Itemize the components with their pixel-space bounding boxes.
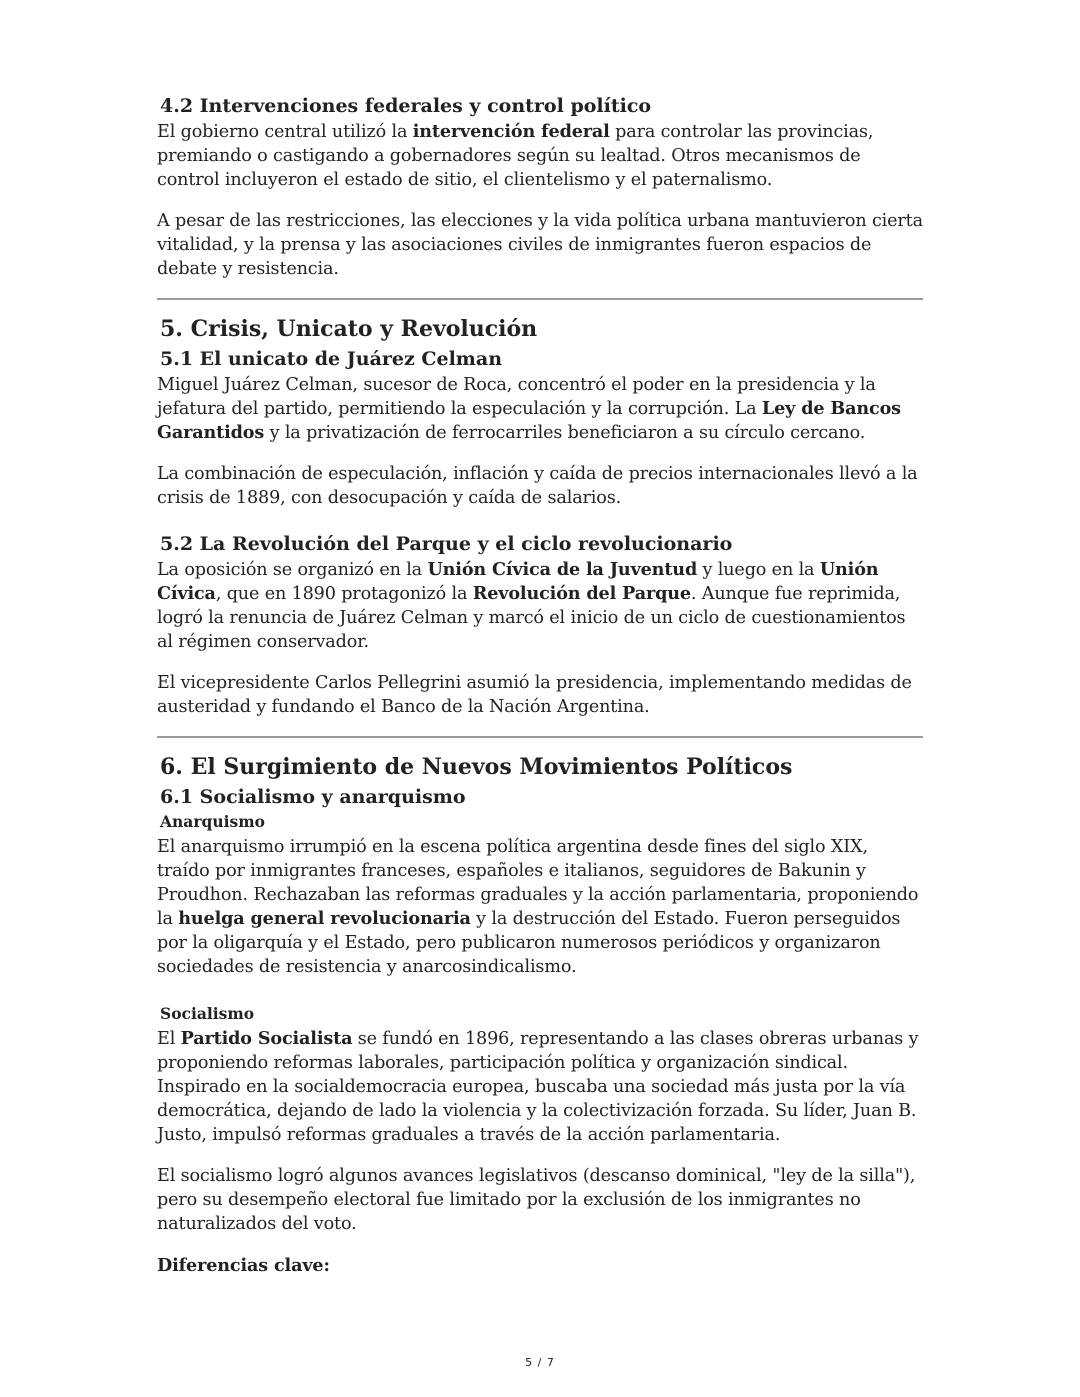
heading-socialismo: Socialismo: [160, 1004, 255, 1023]
paragraph-5-1-1: Miguel Juárez Celman, sucesor de Roca, concentró el poder en la presidencia y la jefatura del partido, permitiendo la especulación y la corrupción. La Ley de Bancos Garantidos y la privatización de ferrocarriles beneficiaron a su círculo cercano.: [157, 375, 901, 443]
paragraph-socialismo-1: El Partido Socialista se fundó en 1896, representando a las clases obreras urbanas y proponiendo reformas laborales, participación política y organización sindical. Inspirado en la socialdemocracia europea, buscaba una sociedad más justa por la vía democrática, dejando de lado la violencia y la colectivización forzada. Su líder, Juan B. Justo, impulsó reformas graduales a través de la acción parlamentaria.: [157, 1028, 919, 1145]
heading-anarquismo: Anarquismo: [160, 812, 265, 831]
bold-ley-bancos: Ley de Bancos Garantidos: [157, 398, 901, 443]
bold-union-civica: Unión Cívica: [157, 559, 879, 604]
heading-5-2: 5.2 La Revolución del Parque y el ciclo revolucionario: [160, 533, 733, 555]
bold-intervencion-federal: intervención federal: [412, 121, 610, 142]
paragraph-socialismo-2: El socialismo logró algunos avances legislativos (descanso dominical, "ley de la silla"), pero su desempeño electoral fue limitado por la exclusión de los inmigrantes no naturalizados del voto.: [157, 1166, 916, 1234]
paragraph-4-2-1: El gobierno central utilizó la intervención federal para controlar las provincias, premiando o castigando a gobernadores según su lealtad. Otros mecanismos de control incluyeron el estado de sitio, el clientelismo y el paternalismo.: [157, 121, 874, 190]
paragraph-4-2-2: A pesar de las restricciones, las elecciones y la vida política urbana mantuvieron cierta vitalidad, y la prensa y las asociaciones civiles de inmigrantes fueron espacios de debate y resistencia.: [157, 211, 923, 279]
paragraph-anarquismo: El anarquismo irrumpió en la escena política argentina desde fines del siglo XIX, traído por inmigrantes franceses, españoles e italianos, seguidores de Bakunin y Proudhon. Rechazaban las reformas graduales y la acción parlamentaria, proponiendo la huelga general revolucionaria y la destrucción del Estado. Fueron perseguidos por la oligarquía y el Estado, pero publicaron numerosos periódicos y organizaron sociedades de resistencia y anarcosindicalismo.: [157, 837, 919, 977]
heading-5-1: 5.1 El unicato de Juárez Celman: [160, 348, 503, 370]
paragraph-5-2-2: El vicepresidente Carlos Pellegrini asumió la presidencia, implementando medidas de austeridad y fundando el Banco de la Nación Argentina.: [157, 673, 912, 717]
heading-5: 5. Crisis, Unicato y Revolución: [160, 316, 538, 342]
document-page: [157, 92, 923, 1278]
bold-union-civica-juventud: Unión Cívica de la Juventud: [427, 559, 698, 580]
diferencias-clave-label: Diferencias clave:: [157, 1255, 330, 1276]
bold-revolucion-parque: Revolución del Parque: [472, 583, 691, 604]
page-number: 5 / 7: [525, 1356, 555, 1369]
heading-6: 6. El Surgimiento de Nuevos Movimientos Políticos: [160, 754, 793, 780]
paragraph-5-2-1: La oposición se organizó en la Unión Cívica de la Juventud y luego en la Unión Cívica, que en 1890 protagonizó la Revolución del Parque. Aunque fue reprimida, logró la renuncia de Juárez Celman y marcó el inicio de un ciclo de cuestionamientos al régimen conservador.: [157, 559, 906, 652]
bold-huelga-general: huelga general revolucionaria: [178, 908, 471, 929]
heading-4-2: 4.2 Intervenciones federales y control político: [160, 95, 652, 117]
paragraph-5-1-2: La combinación de especulación, inflación y caída de precios internacionales llevó a la crisis de 1889, con desocupación y caída de salarios.: [157, 464, 918, 508]
heading-6-1: 6.1 Socialismo y anarquismo: [160, 786, 466, 808]
bold-partido-socialista: Partido Socialista: [180, 1028, 353, 1049]
